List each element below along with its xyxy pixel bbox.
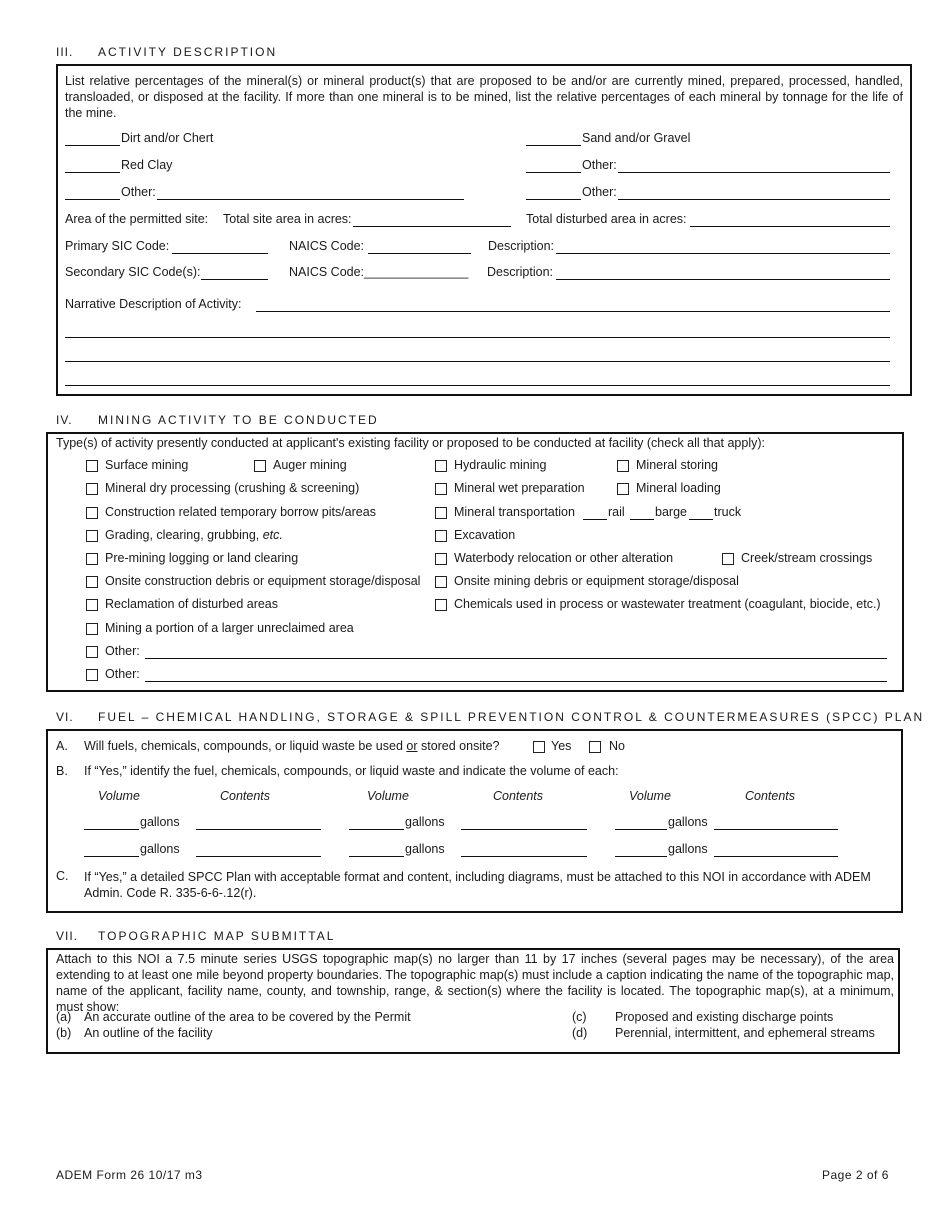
excavation-checkbox[interactable] [435,530,447,542]
section-6-title: VI. FUEL – CHEMICAL HANDLING, STORAGE & SPILL PREVENTION CONTROL & COUNTERMEASURES (SPCC) PLAN [56,710,925,724]
no-label: No [609,739,625,753]
section-7-intro: Attach to this NOI a 7.5 minute series USGS topographic map(s) no larger than 11 by 17 inches (several pages may be necessary), of the area extending to at least one mile beyond property boundaries. The topographic map(s) must include a caption indicating the name of the topographic map, name of the applicant, facility name, county, and township, range, & section(s) where the facility is located. The topographic map(s), at a minimum, must show: [56,952,894,1014]
section-3-title: III. ACTIVITY DESCRIPTION [56,45,278,59]
gallons-label-3: gallons [668,815,708,829]
item-a-letter: A. [56,739,68,753]
item-a-label: (a) [56,1010,72,1024]
contents-header-3: Contents [745,789,796,803]
wet-preparation-checkbox[interactable] [435,483,447,495]
item-b-text: If “Yes,” identify the fuel, chemicals, compounds, or liquid waste and indicate the volume of each: [84,764,619,778]
contents-header-1: Contents [220,789,271,803]
total-site-field[interactable] [353,226,511,227]
yes-checkbox[interactable] [533,741,545,753]
other-activity-2-checkbox[interactable] [86,669,98,681]
contents-field-3[interactable] [714,829,838,830]
mineral-storing-checkbox[interactable] [617,460,629,472]
borrow-pits-label: Construction related temporary borrow pits/areas [105,505,376,519]
grading-checkbox[interactable] [86,530,98,542]
waterbody-checkbox[interactable] [435,553,447,565]
section-4-intro: Type(s) of activity presently conducted at applicant's existing facility or proposed to be conducted at facility (check all that apply): [56,436,765,450]
item-c-letter: C. [56,869,69,883]
rail-label: rail [608,505,625,519]
barge-field[interactable] [630,519,654,520]
volume-header-1: Volume [98,789,140,803]
chemicals-checkbox[interactable] [435,599,447,611]
area-label: Area of the permitted site: [65,212,209,226]
gallons-label-1: gallons [140,815,180,829]
item-b-letter: B. [56,764,68,778]
naics-label: NAICS Code: [289,239,365,253]
truck-label: truck [714,505,742,519]
narrative-line-4[interactable] [65,385,890,386]
primary-sic-label: Primary SIC Code: [65,239,170,253]
contents-field-2[interactable] [461,829,587,830]
volume-field-2[interactable] [349,829,404,830]
other3-label: Other: [582,185,617,199]
naics2-label: NAICS Code:_______________ [289,265,469,279]
gallons-label-6: gallons [668,842,708,856]
auger-mining-checkbox[interactable] [254,460,266,472]
item-b-map-text: An outline of the facility [84,1026,213,1040]
wet-preparation-label: Mineral wet preparation [454,481,585,495]
contents-field-5[interactable] [461,856,587,857]
other1-label: Other: [582,158,617,172]
section-4-title: IV. MINING ACTIVITY TO BE CONDUCTED [56,413,379,427]
volume-field-4[interactable] [84,856,139,857]
sand-label: Sand and/or Gravel [582,131,691,145]
contents-header-2: Contents [493,789,544,803]
gallons-label-5: gallons [405,842,445,856]
other1-name-field[interactable] [618,172,890,173]
grading-label: Grading, clearing, grubbing, etc. [105,528,283,542]
logging-label: Pre-mining logging or land clearing [105,551,299,565]
transportation-checkbox[interactable] [435,507,447,519]
volume-header-3: Volume [629,789,671,803]
surface-mining-label: Surface mining [105,458,189,472]
other-activity-1-label: Other: [105,644,140,658]
excavation-label: Excavation [454,528,516,542]
item-d-label: (d) [572,1026,588,1040]
description2-field[interactable] [556,279,890,280]
borrow-pits-checkbox[interactable] [86,507,98,519]
volume-field-5[interactable] [349,856,404,857]
total-disturbed-field[interactable] [690,226,890,227]
other-activity-2-field[interactable] [145,681,887,682]
other3-percent-field[interactable] [526,199,581,200]
description-label: Description: [488,239,554,253]
rail-field[interactable] [583,519,607,520]
total-site-label: Total site area in acres: [223,212,352,226]
auger-mining-label: Auger mining [273,458,347,472]
larger-area-label: Mining a portion of a larger unreclaimed area [105,621,354,635]
dirt-percent-field[interactable] [65,145,120,146]
item-d-text: Perennial, intermittent, and ephemeral streams [615,1026,875,1040]
item-a-question: Will fuels, chemicals, compounds, or liquid waste be used or stored onsite? [84,739,500,753]
section-7-title: VII. TOPOGRAPHIC MAP SUBMITTAL [56,929,336,943]
dirt-label: Dirt and/or Chert [121,131,214,145]
hydraulic-mining-checkbox[interactable] [435,460,447,472]
onsite-mining-label: Onsite mining debris or equipment storage/disposal [454,574,739,588]
mineral-loading-label: Mineral loading [636,481,721,495]
total-disturbed-label: Total disturbed area in acres: [526,212,687,226]
hydraulic-mining-label: Hydraulic mining [454,458,547,472]
surface-mining-checkbox[interactable] [86,460,98,472]
transportation-label: Mineral transportation [454,505,575,519]
mineral-storing-label: Mineral storing [636,458,718,472]
gallons-label-4: gallons [140,842,180,856]
other2-label: Other: [121,185,156,199]
reclamation-label: Reclamation of disturbed areas [105,597,279,611]
item-a-text: An accurate outline of the area to be covered by the Permit [84,1010,411,1024]
reclamation-checkbox[interactable] [86,599,98,611]
onsite-construction-label: Onsite construction debris or equipment storage/disposal [105,574,421,588]
logging-checkbox[interactable] [86,553,98,565]
primary-sic-field[interactable] [172,253,268,254]
contents-field-4[interactable] [196,856,321,857]
item-c-map-text: Proposed and existing discharge points [615,1010,834,1024]
form-number: ADEM Form 26 10/17 m3 [56,1168,203,1182]
secondary-sic-label: Secondary SIC Code(s): [65,265,201,279]
chemicals-label: Chemicals used in process or wastewater treatment (coagulant, biocide, etc.) [454,597,881,611]
no-checkbox[interactable] [589,741,601,753]
truck-field[interactable] [689,519,713,520]
creek-crossings-label: Creek/stream crossings [741,551,873,565]
other-activity-1-checkbox[interactable] [86,646,98,658]
description-field[interactable] [556,253,890,254]
other2-name-field[interactable] [157,199,464,200]
volume-field-1[interactable] [84,829,139,830]
other1-percent-field[interactable] [526,172,581,173]
volume-field-3[interactable] [615,829,667,830]
item-c-label: (c) [572,1010,587,1024]
volume-field-6[interactable] [615,856,667,857]
sand-percent-field[interactable] [526,145,581,146]
narrative-line-1[interactable] [256,311,890,312]
red-clay-percent-field[interactable] [65,172,120,173]
dry-processing-checkbox[interactable] [86,483,98,495]
gallons-label-2: gallons [405,815,445,829]
page-number: Page 2 of 6 [822,1168,889,1182]
dry-processing-label: Mineral dry processing (crushing & screening) [105,481,360,495]
other-activity-1-field[interactable] [145,658,887,659]
description2-label: Description: [487,265,553,279]
barge-label: barge [655,505,687,519]
waterbody-label: Waterbody relocation or other alteration [454,551,674,565]
red-clay-label: Red Clay [121,158,173,172]
larger-area-checkbox[interactable] [86,623,98,635]
mineral-loading-checkbox[interactable] [617,483,629,495]
yes-label: Yes [551,739,572,753]
volume-header-2: Volume [367,789,409,803]
narrative-line-3[interactable] [65,361,890,362]
section-3-intro: List relative percentages of the mineral(s) or mineral product(s) that are proposed to be and/or are currently mined, prepared, processed, handled, transloaded, or disposed at the facility. If more than one mineral is to be mined, list the relative percentages of each mineral by tonnage for the life of the mine. [65,74,903,120]
narrative-label: Narrative Description of Activity: [65,297,242,311]
other2-percent-field[interactable] [65,199,120,200]
onsite-mining-checkbox[interactable] [435,576,447,588]
item-c-text: If “Yes,” a detailed SPCC Plan with acceptable format and content, including diagrams, must be attached to this NOI in accordance with ADEM Admin. Code R. 335-6-6-.12(r). [84,870,871,900]
contents-field-1[interactable] [196,829,321,830]
other-activity-2-label: Other: [105,667,140,681]
narrative-line-2[interactable] [65,337,890,338]
item-b-label: (b) [56,1026,72,1040]
contents-field-6[interactable] [714,856,838,857]
other3-name-field[interactable] [618,199,890,200]
creek-crossings-checkbox[interactable] [722,553,734,565]
secondary-sic-field[interactable] [201,279,268,280]
onsite-construction-checkbox[interactable] [86,576,98,588]
naics-field[interactable] [368,253,471,254]
